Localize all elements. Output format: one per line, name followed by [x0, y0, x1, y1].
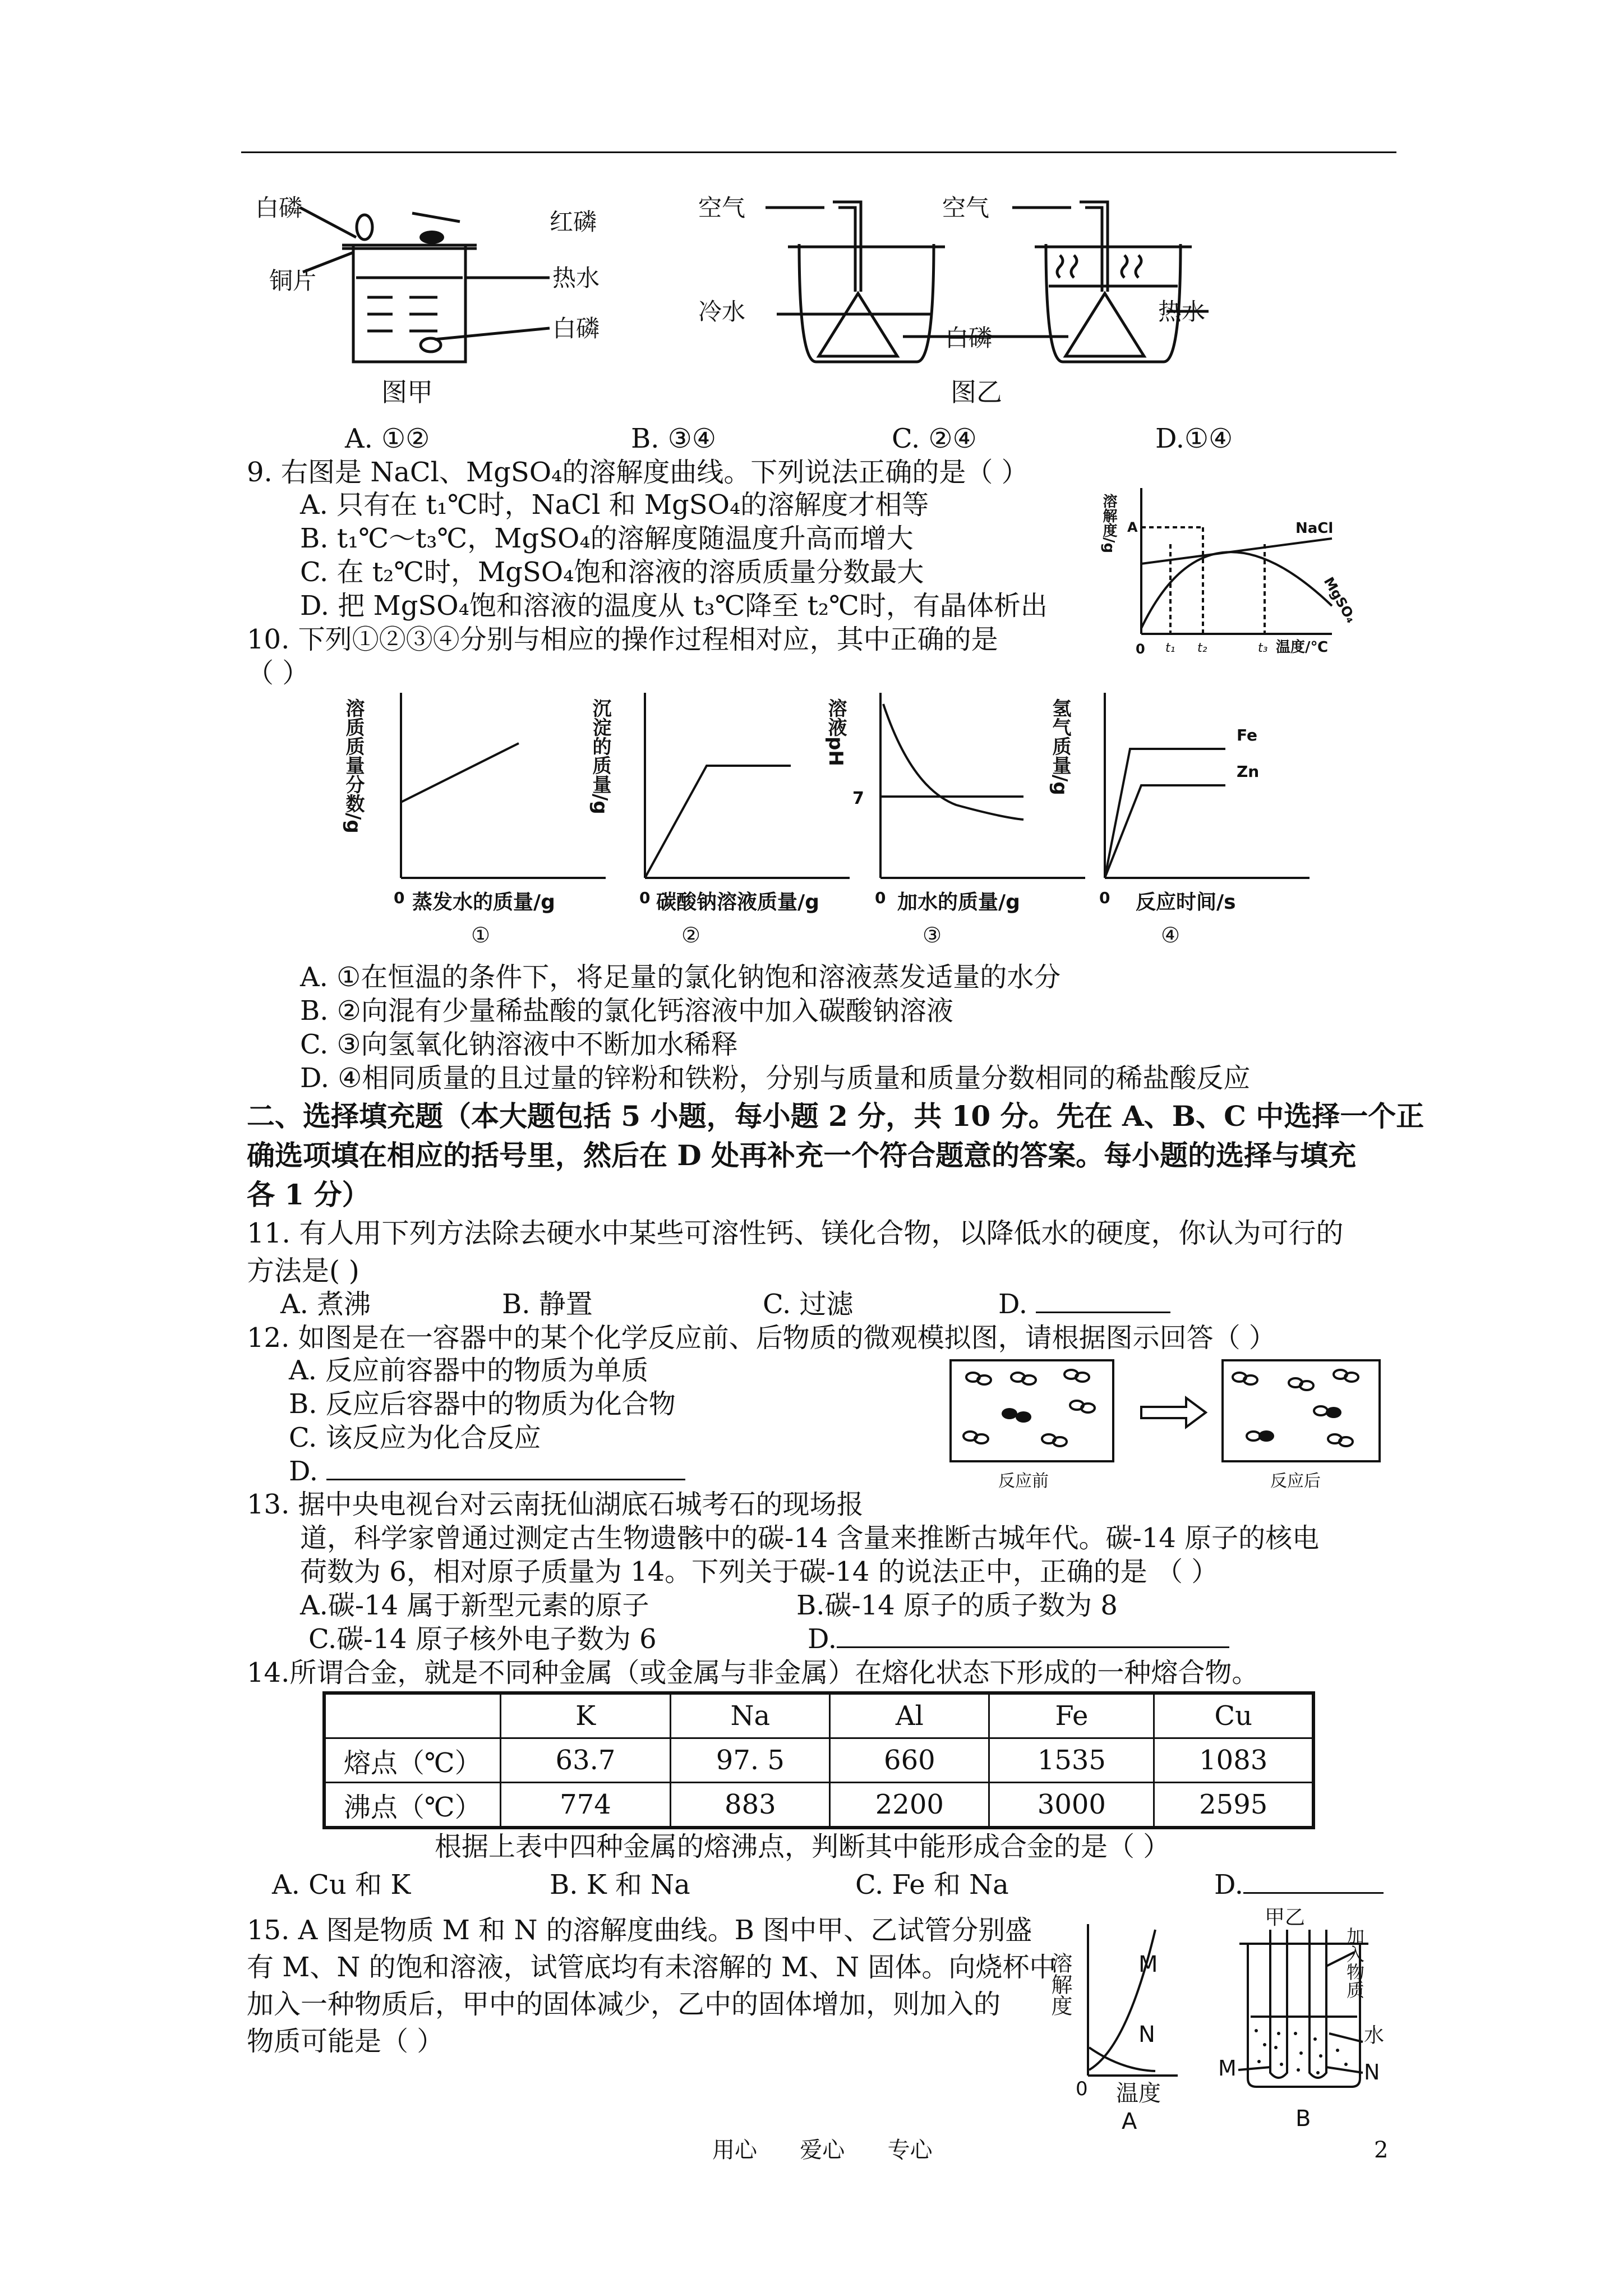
- q10-c3-ylabel: 溶液pH: [824, 698, 847, 766]
- q11-option-d-label: D.: [998, 1289, 1028, 1320]
- table-cell: 1083: [1154, 1738, 1313, 1783]
- label-air-left: 空气: [698, 194, 746, 222]
- q13-option-d: [808, 1622, 1229, 1656]
- table-cell: K: [500, 1693, 671, 1738]
- table-cell: 63.7: [500, 1738, 671, 1783]
- table-cell: 沸点（℃）: [324, 1783, 500, 1828]
- curve-n: [1089, 2047, 1155, 2071]
- table-cell: 2200: [830, 1783, 989, 1828]
- q15a-series-n: N: [1138, 2022, 1155, 2047]
- footer-page-number: 2: [1374, 2137, 1389, 2163]
- table-cell: 660: [830, 1738, 989, 1783]
- q9-stem: 9. 右图是 NaCl、MgSO₄的溶解度曲线。下列说法正确的是（ ）: [247, 457, 1029, 488]
- q11-option-c: C. 过滤: [763, 1289, 854, 1320]
- q9-tick-t3: t₃: [1258, 641, 1268, 655]
- q10-chart-4: [1049, 687, 1321, 951]
- q10-option-c: C. ③向氢氧化钠溶液中不断加水稀释: [300, 1029, 738, 1060]
- q15b-add: 加入物质: [1344, 1927, 1365, 1999]
- q15-line3: 加入一种物质后，甲中的固体减少，乙中的固体增加，则加入的: [247, 1989, 1001, 2020]
- table-cell: Na: [671, 1693, 830, 1738]
- q10-c3-ytick: 7: [852, 789, 864, 808]
- q9-solubility-chart: [1100, 477, 1359, 662]
- q10-c2-ylabel: 沉淀的质量/g: [589, 698, 611, 815]
- q12-option-d-label: D.: [289, 1456, 319, 1487]
- figure-jia: [247, 194, 639, 409]
- caption-yi: 图乙: [951, 377, 1002, 407]
- q11-line2: 方法是( ): [247, 1255, 359, 1287]
- q12-caption-after: 反应后: [1270, 1471, 1321, 1491]
- q8-option-b: B. ③④: [631, 423, 716, 454]
- q12-option-d: [289, 1455, 685, 1488]
- table-cell: Cu: [1154, 1693, 1313, 1738]
- q10-c1-caption: ①: [471, 923, 491, 947]
- q14-answer-blank[interactable]: [1243, 1892, 1384, 1894]
- q10-c4-series-zn: Zn: [1237, 762, 1260, 781]
- q12-reaction-figure: [948, 1358, 1385, 1492]
- q11-option-d: [998, 1287, 1170, 1321]
- q10-c4-xlabel: 反应时间/s: [1136, 891, 1236, 914]
- q9-xlabel: 温度/℃: [1276, 639, 1328, 656]
- label-white-p-bottom: 白磷: [552, 315, 600, 342]
- q9-series-mgso4: MgSO₄: [1320, 574, 1359, 626]
- q15-line2: 有 M、N 的饱和溶液，试管底均有未溶解的 M、N 固体。向烧杯中: [247, 1952, 1057, 1983]
- q10-c1-xlabel: 蒸发水的质量/g: [412, 891, 555, 914]
- table-cell: Fe: [989, 1693, 1154, 1738]
- q10-chart-1: [342, 687, 611, 951]
- q8-option-c: C. ②④: [892, 423, 977, 454]
- q14-ask: 根据上表中四种金属的熔沸点，判断其中能形成合金的是（ ）: [435, 1831, 1170, 1862]
- q12-option-a: A. 反应前容器中的物质为单质: [289, 1355, 649, 1386]
- q9-option-a: A. 只有在 t₁℃时，NaCl 和 MgSO₄的溶解度才相等: [300, 489, 929, 521]
- q11-answer-blank[interactable]: [1036, 1312, 1170, 1313]
- header-rule: [241, 151, 1396, 153]
- q10-c2-xlabel: 碳酸钠溶液质量/g: [656, 891, 819, 914]
- section2-line3: 各 1 分）: [247, 1178, 370, 1211]
- red-phosphorus-icon: [419, 231, 444, 244]
- q9-option-b: B. t₁℃～t₃℃，MgSO₄的溶解度随温度升高而增大: [300, 523, 914, 554]
- q10-c2-origin: 0: [639, 889, 651, 907]
- q15a-xlabel: 温度: [1116, 2081, 1161, 2106]
- label-hot-water-yi: 热水: [1158, 298, 1206, 325]
- table-header-row: [324, 1693, 1313, 1738]
- q12-stem: 12. 如图是在一容器中的某个化学反应前、后物质的微观模拟图，请根据图示回答（ ）: [247, 1322, 1276, 1354]
- section2-line2: 确选项填在相应的括号里，然后在 D 处再补充一个符合题意的答案。每小题的选择与填充: [247, 1139, 1357, 1172]
- footer-slogan: 用心 爱心 专心: [712, 2137, 933, 2163]
- q15b-water: 水: [1364, 2024, 1385, 2047]
- q14-option-c: C. Fe 和 Na: [855, 1869, 1009, 1901]
- q12-option-b: B. 反应后容器中的物质为化合物: [289, 1388, 676, 1420]
- q10-c1-origin: 0: [394, 889, 405, 907]
- q9-point-a: A: [1127, 519, 1138, 535]
- q10-c4-origin: 0: [1099, 889, 1110, 907]
- q15a-caption: A: [1122, 2109, 1137, 2134]
- table-cell: 1535: [989, 1738, 1154, 1783]
- q14-option-d-label: D.: [1214, 1869, 1244, 1901]
- table-cell: 97. 5: [671, 1738, 830, 1783]
- q9-tick-t1: t₁: [1165, 641, 1175, 655]
- q14-option-b: B. K 和 Na: [550, 1869, 690, 1901]
- q15b-caption: B: [1295, 2106, 1311, 2132]
- q14-option-d: [1214, 1868, 1384, 1902]
- q10-c2-caption: ②: [681, 923, 701, 947]
- curve-m: [1089, 1930, 1155, 2070]
- q13-line2: 道，科学家曾通过测定古生物遗骸中的碳-14 含量来推断古城年代。碳-14 原子的核电: [300, 1522, 1320, 1554]
- q11-line1: 11. 有人用下列方法除去硬水中某些可溶性钙、镁化合物，以降低水的硬度，你认为可行的: [247, 1217, 1344, 1249]
- table-cell: 熔点（℃）: [324, 1738, 500, 1783]
- q15b-n: N: [1364, 2060, 1380, 2085]
- q12-caption-before: 反应前: [998, 1471, 1049, 1491]
- q9-series-nacl: NaCl: [1295, 520, 1334, 537]
- q13-option-c: C.碳-14 原子核外电子数为 6: [308, 1623, 657, 1655]
- q10-c3-xlabel: 加水的质量/g: [897, 891, 1020, 914]
- q15-figure-b: [1217, 1904, 1402, 2134]
- q14-option-a: A. Cu 和 K: [272, 1869, 411, 1901]
- q9-ylabel: 溶解度/g: [1100, 494, 1117, 554]
- q10-c3-origin: 0: [875, 889, 886, 907]
- q10-option-d: D. ④相同质量的且过量的锌粉和铁粉，分别与质量和质量分数相同的稀盐酸反应: [300, 1062, 1251, 1094]
- q14-stem: 14.所谓合金，就是不同种金属（或金属与非金属）在熔化状态下形成的一种熔合物。: [247, 1657, 1259, 1688]
- q10-option-a: A. ①在恒温的条件下，将足量的氯化钠饱和溶液蒸发适量的水分: [300, 961, 1061, 993]
- q15a-origin: 0: [1076, 2078, 1088, 2100]
- q12-answer-blank[interactable]: [326, 1479, 685, 1480]
- q10-stem-line2: （ ）: [247, 657, 310, 689]
- q10-chart-2: [589, 687, 861, 951]
- q15b-tubes: 甲乙: [1265, 1906, 1306, 1929]
- table-cell: 2595: [1154, 1783, 1313, 1828]
- caption-jia: 图甲: [381, 377, 433, 407]
- q9-tick-t2: t₂: [1197, 641, 1207, 655]
- q8-option-d: D.①④: [1155, 423, 1233, 454]
- label-red-p: 红磷: [550, 208, 597, 236]
- q10-c4-series-fe: Fe: [1237, 726, 1257, 744]
- q13-option-a: A.碳-14 属于新型元素的原子: [300, 1590, 649, 1621]
- table-cell: 774: [500, 1783, 671, 1828]
- q10-c3-caption: ③: [923, 923, 942, 947]
- q9-option-c: C. 在 t₂℃时，MgSO₄饱和溶液的溶质质量分数最大: [300, 556, 924, 588]
- label-white-p-yi: 白磷: [945, 324, 993, 352]
- q13-option-d-label: D.: [808, 1623, 837, 1655]
- q15b-m: M: [1218, 2056, 1237, 2081]
- q13-option-b: B.碳-14 原子的质子数为 8: [796, 1590, 1118, 1621]
- label-hot-water: 热水: [552, 264, 600, 292]
- q15-figure-a: [1049, 1907, 1206, 2132]
- q15-line1: 15. A 图是物质 M 和 N 的溶解度曲线。B 图中甲、乙试管分别盛: [247, 1915, 1032, 1946]
- q14-metal-table: [322, 1691, 1315, 1829]
- q11-option-a: A. 煮沸: [280, 1289, 371, 1320]
- figure-yi: [687, 194, 1225, 409]
- table-cell: 3000: [989, 1783, 1154, 1828]
- q12-option-c: C. 该反应为化合反应: [289, 1422, 541, 1453]
- q11-option-b: B. 静置: [502, 1289, 593, 1320]
- q10-c4-ylabel: 氢气质量/g: [1049, 698, 1071, 795]
- label-cold-water: 冷水: [698, 298, 746, 325]
- q13-answer-blank[interactable]: [837, 1646, 1229, 1648]
- q9-option-d: D. 把 MgSO₄饱和溶液的温度从 t₃℃降至 t₂℃时，有晶体析出: [300, 590, 1048, 622]
- q8-option-a: A. ①②: [345, 423, 430, 454]
- table-cell: [324, 1693, 500, 1738]
- q10-c1-ylabel: 溶质质量分数/g: [342, 698, 365, 834]
- section2-line1: 二、选择填充题（本大题包括 5 小题，每小题 2 分，共 10 分。先在 A、B、C 中选择一个正: [247, 1099, 1424, 1133]
- table-cell: 883: [671, 1783, 830, 1828]
- q13-line1: 13. 据中央电视台对云南抚仙湖底石城考石的现场报: [247, 1489, 864, 1520]
- q10-stem-line1: 10. 下列①②③④分别与相应的操作过程相对应，其中正确的是: [247, 624, 998, 655]
- q15a-ylabel: 溶解度: [1048, 1952, 1072, 2016]
- q9-origin: 0: [1136, 641, 1145, 657]
- q15a-series-m: M: [1138, 1952, 1158, 1977]
- label-copper: 铜片: [269, 267, 317, 295]
- table-cell: Al: [830, 1693, 989, 1738]
- table-row: [324, 1738, 1313, 1783]
- q13-line3: 荷数为 6，相对原子质量为 14。下列关于碳-14 的说法正中，正确的是 （ ）: [300, 1556, 1219, 1588]
- table-row: [324, 1783, 1313, 1828]
- label-air-right: 空气: [942, 194, 990, 222]
- q15-line4: 物质可能是（ ）: [247, 2026, 444, 2057]
- label-white-p-top: 白磷: [255, 194, 303, 222]
- q10-option-b: B. ②向混有少量稀盐酸的氯化钙溶液中加入碳酸钠溶液: [300, 995, 953, 1027]
- q10-c4-caption: ④: [1161, 923, 1181, 947]
